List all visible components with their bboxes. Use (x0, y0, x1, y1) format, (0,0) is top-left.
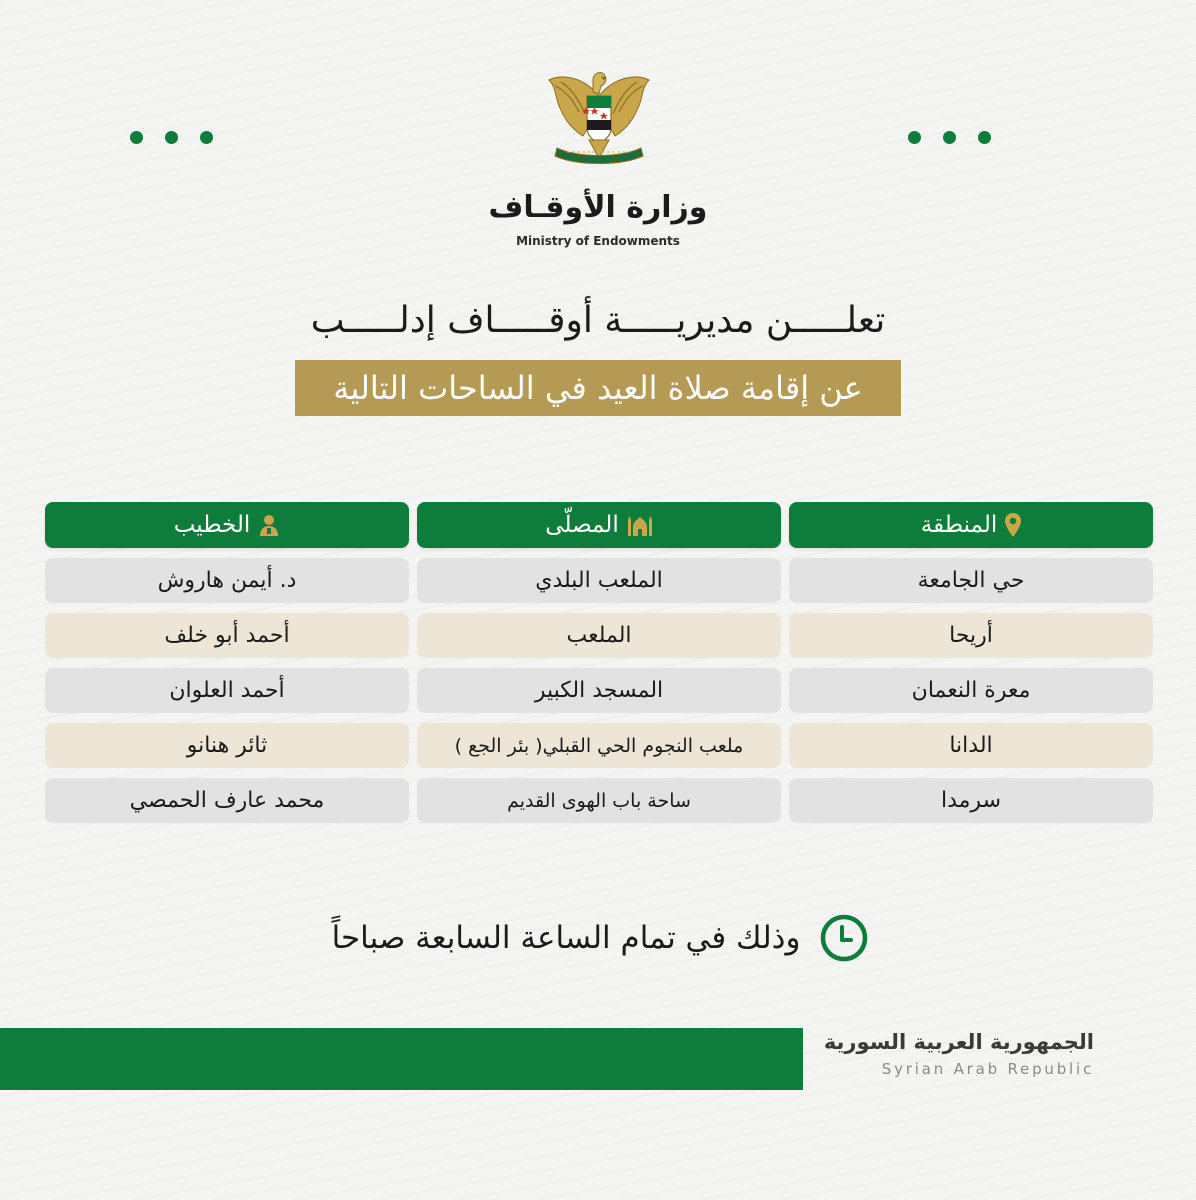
table-row (43, 668, 1153, 713)
preacher-cell: ثائر هنانو (45, 723, 409, 768)
ministry-name-arabic: وزارة الأوقـاف (488, 190, 708, 225)
preacher-cell: د. أيمن هاروش (45, 558, 409, 603)
clock-icon (820, 914, 868, 962)
eagle-emblem-icon (543, 66, 655, 170)
column-header-preacher (45, 502, 409, 548)
column-header-label: المصلّى (545, 512, 619, 538)
table-row (43, 613, 1153, 658)
venue-cell: ملعب النجوم الحي القبلي( بئر الجع ) (417, 723, 781, 768)
ministry-name-english: Ministry of Endowments (516, 234, 680, 248)
announcement-headline: تعلـــــن مديريـــــة أوقـــــاف إدلـــــب (310, 300, 886, 341)
venue-cell: الملعب البلدي (417, 558, 781, 603)
decorative-dots-right (908, 131, 991, 144)
region-cell: حي الجامعة (789, 558, 1153, 603)
speaker-person-icon (258, 514, 280, 536)
republic-name-arabic: الجمهورية العربية السورية (823, 1030, 1094, 1054)
announcement-banner (295, 360, 901, 416)
region-cell: معرة النعمان (789, 668, 1153, 713)
prayer-time-text: وذلك في تمام الساعة السابعة صباحاً (331, 920, 801, 956)
column-header-label: الخطيب (173, 512, 251, 538)
region-cell: سرمدا (789, 778, 1153, 823)
column-header-venue (417, 502, 781, 548)
table-row (43, 723, 1153, 768)
venue-cell: ساحة باب الهوى القديم (417, 778, 781, 823)
footer-green-bar (0, 1028, 803, 1090)
decorative-dots-left (130, 131, 213, 144)
venue-cell: الملعب (417, 613, 781, 658)
mosque-icon (627, 514, 653, 536)
preacher-cell: أحمد العلوان (45, 668, 409, 713)
announcement-banner-text: عن إقامة صلاة العيد في الساحات التالية (333, 369, 863, 407)
table-row (43, 558, 1153, 603)
eid-prayer-table (43, 502, 1153, 833)
column-header-label: المنطقة (920, 512, 998, 538)
preacher-cell: أحمد أبو خلف (45, 613, 409, 658)
prayer-time-note (320, 908, 880, 968)
location-pin-icon (1005, 513, 1021, 537)
table-row (43, 778, 1153, 823)
region-cell: أريحا (789, 613, 1153, 658)
region-cell: الدانا (789, 723, 1153, 768)
republic-name-english: Syrian Arab Republic (881, 1060, 1094, 1078)
preacher-cell: محمد عارف الحمصي (45, 778, 409, 823)
column-header-region (789, 502, 1153, 548)
table-header-row (43, 502, 1153, 548)
venue-cell: المسجد الكبير (417, 668, 781, 713)
